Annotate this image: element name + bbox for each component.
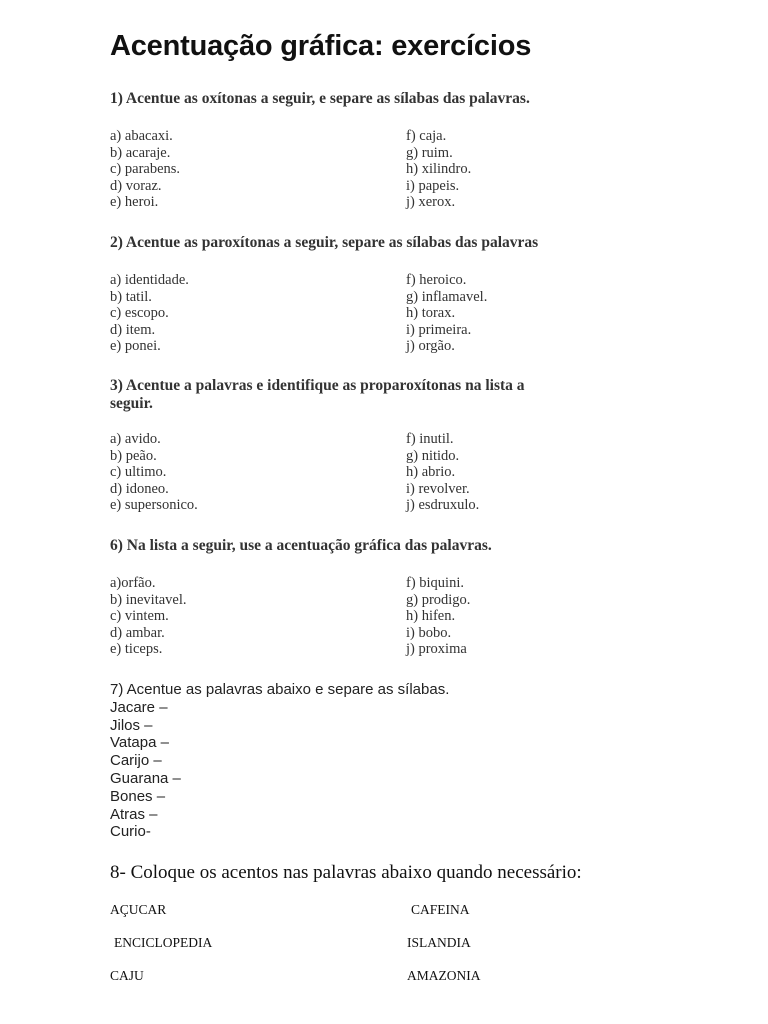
question-6-heading: 6) Na lista a seguir, use a acentuação gráfica das palavras. bbox=[110, 537, 492, 554]
question-7-block bbox=[110, 681, 449, 841]
question-7-heading: 7) Acentue as palavras abaixo e separe as sílabas. bbox=[110, 681, 450, 698]
question-6-left-list bbox=[110, 575, 187, 658]
question-3-heading-line-1: 3) Acentue a palavras e identifique as proparoxítonas na lista a bbox=[110, 377, 525, 394]
list-item: c) parabens. bbox=[110, 161, 181, 178]
list-item: d) idoneo. bbox=[110, 480, 169, 497]
list-item: AÇUCAR bbox=[110, 902, 167, 917]
list-item: CAJU bbox=[110, 968, 144, 983]
question-8-heading: 8- Coloque os acentos nas palavras abaixo quando necessário: bbox=[110, 862, 582, 883]
question-2-right-list bbox=[406, 272, 487, 355]
list-item: g) ruim. bbox=[406, 144, 453, 161]
question-1-left-list bbox=[110, 128, 180, 211]
list-item: d) ambar. bbox=[110, 624, 165, 641]
list-item: Atras – bbox=[110, 805, 158, 823]
list-item: b) acaraje. bbox=[110, 144, 171, 161]
list-item: Curio- bbox=[110, 823, 151, 841]
question-3-right-list bbox=[406, 431, 479, 514]
list-item: Jacare – bbox=[110, 698, 168, 716]
list-item: h) hifen. bbox=[406, 608, 456, 625]
list-item: h) xilindro. bbox=[406, 161, 472, 178]
list-item: a) abacaxi. bbox=[110, 128, 173, 144]
list-item: g) nitido. bbox=[406, 447, 460, 464]
list-item: Carijo – bbox=[110, 752, 162, 770]
question-1-right-list bbox=[406, 128, 471, 211]
list-item: Vatapa – bbox=[110, 734, 169, 752]
list-item: j) orgão. bbox=[406, 338, 455, 355]
list-item: e) heroi. bbox=[110, 194, 159, 211]
list-item: i) papeis. bbox=[406, 177, 460, 194]
list-item: d) item. bbox=[110, 321, 156, 338]
list-item: f) heroico. bbox=[406, 272, 467, 288]
list-item: i) bobo. bbox=[406, 624, 452, 641]
list-item: g) prodigo. bbox=[406, 591, 471, 608]
list-item: AMAZONIA bbox=[407, 968, 481, 983]
list-item: c) vintem. bbox=[110, 608, 169, 625]
list-item: a) identidade. bbox=[110, 272, 189, 288]
list-item: i) primeira. bbox=[406, 321, 472, 338]
list-item: c) escopo. bbox=[110, 305, 169, 322]
list-item: a)orfão. bbox=[110, 575, 156, 591]
list-item: e) ponei. bbox=[110, 338, 161, 355]
list-item: ISLANDIA bbox=[407, 935, 471, 950]
page-title: Acentuação gráfica: exercícios bbox=[110, 30, 532, 62]
list-item: g) inflamavel. bbox=[406, 288, 488, 305]
list-item: CAFEINA bbox=[411, 902, 470, 917]
list-item: b) tatil. bbox=[110, 288, 152, 305]
list-item: c) ultimo. bbox=[110, 464, 167, 481]
list-item: f) biquini. bbox=[406, 575, 464, 591]
list-item: b) peão. bbox=[110, 447, 157, 464]
list-item: b) inevitavel. bbox=[110, 591, 187, 608]
list-item: a) avido. bbox=[110, 431, 161, 447]
question-3-left-list bbox=[110, 431, 198, 514]
list-item: Guarana – bbox=[110, 769, 181, 787]
list-item: e) ticeps. bbox=[110, 641, 163, 658]
list-item: f) caja. bbox=[406, 128, 447, 144]
list-item: Bones – bbox=[110, 787, 166, 805]
list-item: j) esdruxulo. bbox=[406, 497, 480, 514]
question-2-heading: 2) Acentue as paroxítonas a seguir, separe as sílabas das palavras bbox=[110, 234, 539, 251]
question-3-heading-line-2: seguir. bbox=[110, 395, 153, 412]
list-item: j) xerox. bbox=[406, 194, 456, 211]
list-item: ENCICLOPEDIA bbox=[114, 935, 213, 950]
question-6-right-list bbox=[406, 575, 470, 658]
question-3-heading bbox=[110, 377, 525, 413]
list-item: Jilos – bbox=[110, 716, 153, 734]
list-item: j) proxima bbox=[406, 641, 467, 658]
list-item: i) revolver. bbox=[406, 480, 470, 497]
list-item: f) inutil. bbox=[406, 431, 454, 447]
list-item: e) supersonico. bbox=[110, 497, 198, 514]
list-item: h) abrio. bbox=[406, 464, 456, 481]
list-item: h) torax. bbox=[406, 305, 456, 322]
list-item: d) voraz. bbox=[110, 177, 162, 194]
question-2-left-list bbox=[110, 272, 189, 355]
question-1-heading: 1) Acentue as oxítonas a seguir, e separe as sílabas das palavras. bbox=[110, 90, 530, 107]
